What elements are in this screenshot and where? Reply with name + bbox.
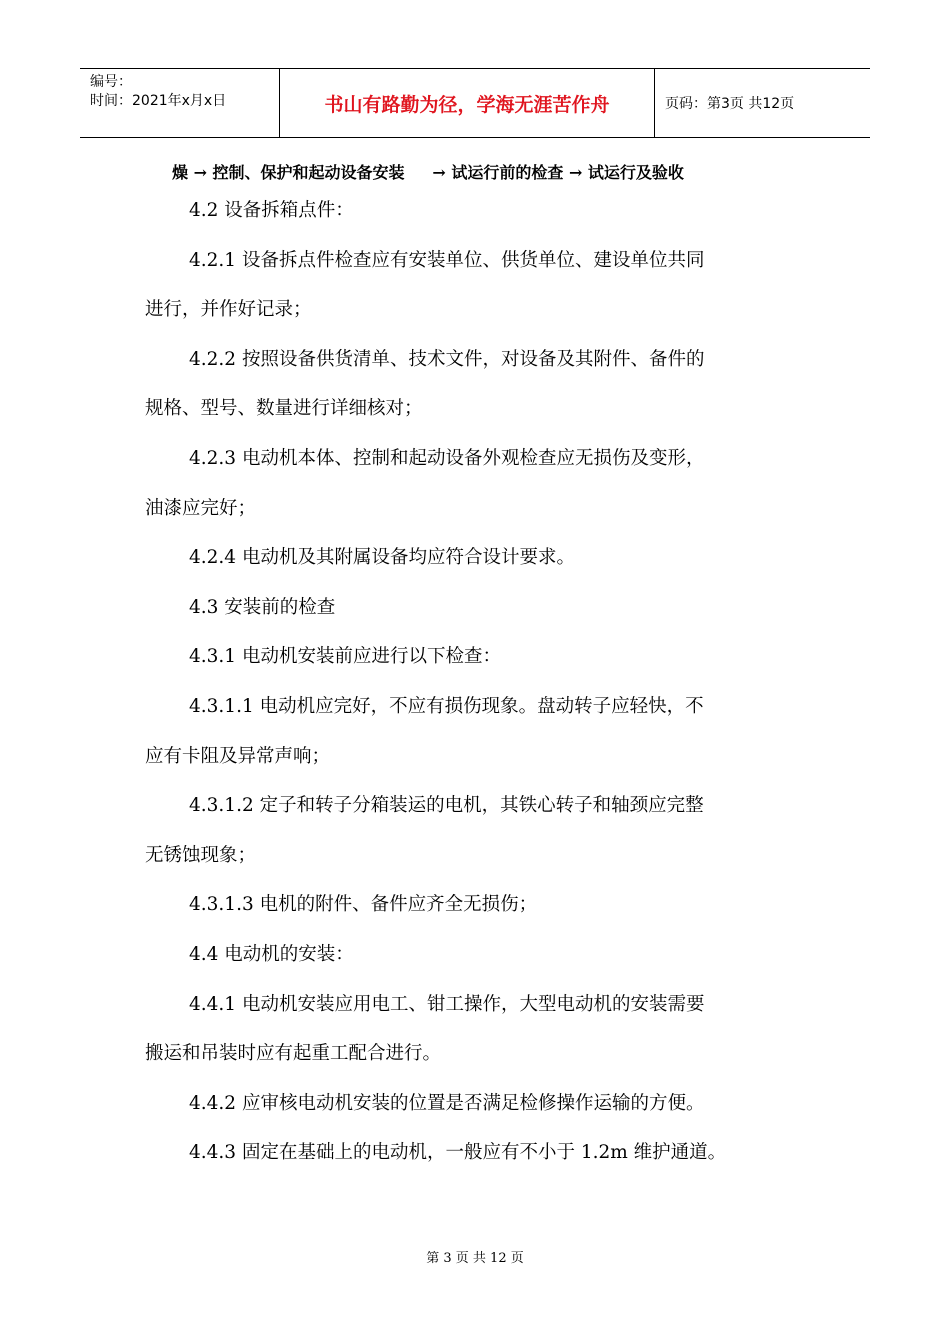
time-label: 时间：2021年x月x日 <box>90 93 227 109</box>
paragraph-line: 4.4.2 应审核电动机安装的位置是否满足检修操作运输的方便。 <box>189 1092 705 1114</box>
paragraph-continuation-line: 无锈蚀现象； <box>145 844 257 866</box>
header-meta <box>80 69 280 137</box>
process-flow-line: 燥 → 控制、保护和起动设备安装 → 试运行前的检查 → 试运行及验收 <box>172 163 684 182</box>
paragraph-continuation-line: 油漆应完好； <box>145 497 257 519</box>
paragraph-line: 4.3.1.1 电动机应完好，不应有损伤现象。盘动转子应轻快，不 <box>189 696 704 717</box>
page-footer: 第 3 页 共 12 页 <box>426 1251 524 1266</box>
paragraph-line: 4.4.1 电动机安装应用电工、钳工操作，大型电动机的安装需要 <box>189 993 705 1015</box>
paragraph-line: 4.3.1.2 定子和转子分箱装运的电机，其铁心转子和轴颈应完整 <box>189 795 704 817</box>
paragraph-line: 4.2.4 电动机及其附属设备均应符合设计要求。 <box>189 547 575 569</box>
header-page-info: 页码：第3页 共12页 <box>665 96 795 112</box>
paragraph-continuation-line: 规格、型号、数量进行详细核对； <box>145 398 423 420</box>
paragraph-line: 4.4.3 固定在基础上的电动机，一般应有不小于 1.2m 维护通道。 <box>189 1142 727 1164</box>
paragraph-continuation-line: 搬运和吊装时应有起重工配合进行。 <box>145 1043 442 1065</box>
paragraph-continuation-line: 应有卡阻及异常声响； <box>145 745 331 767</box>
paragraph-line: 4.3 安装前的检查 <box>189 596 336 618</box>
paragraph-line: 4.2.2 按照设备供货清单、技术文件，对设备及其附件、备件的 <box>189 348 705 370</box>
paragraph-continuation-line: 进行，并作好记录； <box>145 299 312 321</box>
paragraph-line: 4.2.3 电动机本体、控制和起动设备外观检查应无损伤及变形， <box>189 448 705 469</box>
paragraph-line: 4.2 设备拆箱点件： <box>189 200 354 221</box>
header-motto: 书山有路勤为径，学海无涯苦作舟 <box>280 69 655 137</box>
paragraph-line: 4.3.1.3 电机的附件、备件应齐全无损伤； <box>189 894 538 916</box>
paragraph-line: 4.2.1 设备拆点件检查应有安装单位、供货单位、建设单位共同 <box>189 249 705 271</box>
paragraph-line: 4.4 电动机的安装： <box>189 944 354 965</box>
paragraph-line: 4.3.1 电动机安装前应进行以下检查： <box>189 646 501 668</box>
number-label: 编号： <box>90 74 132 90</box>
page-header <box>80 68 870 138</box>
